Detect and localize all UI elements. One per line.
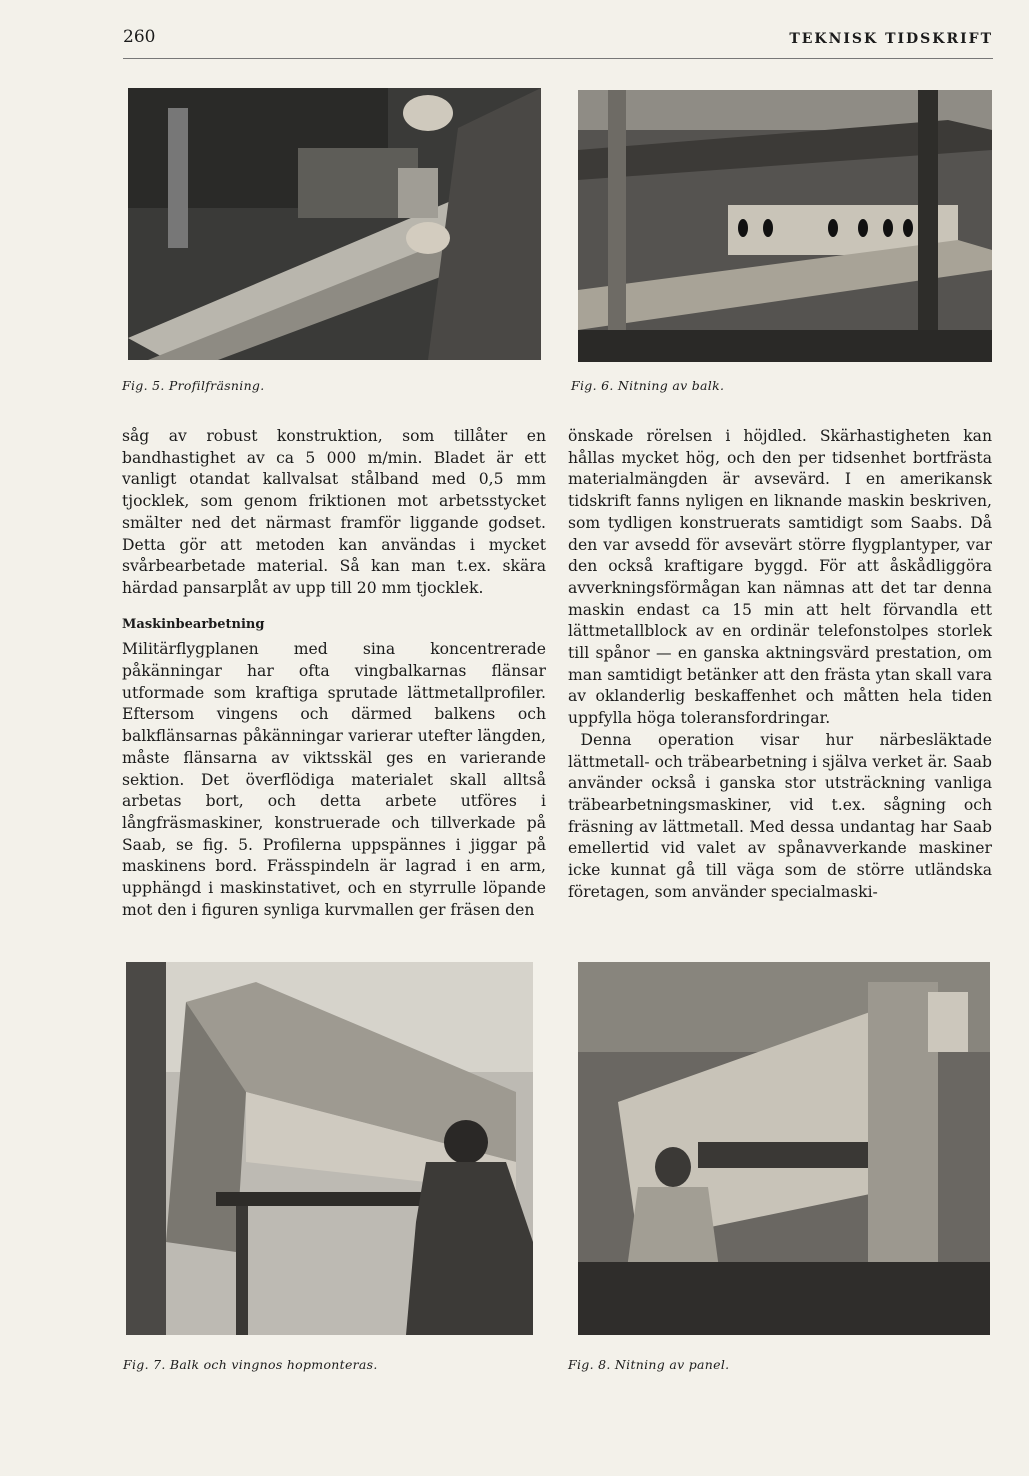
fig7-photo bbox=[126, 962, 533, 1335]
section-heading: Maskinbearbetning bbox=[122, 616, 265, 632]
left-para-1: såg av robust konstruktion, som tillåter en bandhastighet av ca 5 000 m/min. Bladet är ett vanligt otandat kallvalsat stålband med 0,5 mm tjocklek, som genom friktionen mot arbetsstycket smälter ned det närmast framför liggande godset. Detta gör att metoden kan användas i mycket svårbearbetade material. Så kan man t.ex. skära härdad pansarplåt av upp till 20 mm tjocklek. bbox=[122, 427, 546, 597]
fig7-caption: Fig. 7. Balk och vingnos hopmonteras. bbox=[123, 1357, 378, 1372]
fig5-caption: Fig. 5. Profilfräsning. bbox=[122, 378, 265, 393]
fig6-caption: Fig. 6. Nitning av balk. bbox=[571, 378, 725, 393]
fig8-photo bbox=[578, 962, 990, 1335]
right-column bbox=[568, 426, 992, 903]
fig5-photo bbox=[128, 88, 541, 360]
left-para-2: Militärflygplanen med sina koncentrerade påkänningar har ofta vingbalkarnas flänsar utformade som kraftiga sprutade lättmetallprofiler. Eftersom vingens och därmed balkens och balkflänsarnas påkänningar varierar utefter längden, måste flänsarna av viktsskäl ges en varierande sektion. Det överflödiga materialet skall alltså arbetas bort, och detta arbete utföres i långfräsmaskiner, konstruerade och tillverkade på Saab, se fig. 5. Profilerna uppspännes i jiggar på maskinens bord. Frässpindeln är lagrad i en arm, upphängd i maskinstativet, och en styrrulle löpande mot den i figuren synliga kurvmallen ger fräsen den bbox=[122, 640, 546, 919]
page-number: 260 bbox=[123, 27, 156, 47]
fig8-caption: Fig. 8. Nitning av panel. bbox=[568, 1357, 730, 1372]
journal-title: TEKNISK TIDSKRIFT bbox=[789, 31, 993, 47]
header-rule bbox=[123, 58, 993, 59]
fig6-photo bbox=[578, 90, 992, 362]
left-column bbox=[122, 426, 546, 921]
right-para-1: önskade rörelsen i höjdled. Skärhastigheten kan hållas mycket hög, och den per tidsenhet bortfrästa materialmängden är avsevärd. I en amerikansk tidskrift fanns nyligen en liknande maskin beskriven, som tydligen konstruerats samtidigt som Saabs. Då den var avsedd för avsevärt större flygplantyper, var den också kraftigare byggd. För att åskådliggöra avverkningsförmågan kan nämnas att det tar denna maskin endast ca 15 min att helt förvandla ett lättmetallblock av en ordinär telefonstolpes storlek till spånor — en ganska aktningsvärd prestation, om man samtidigt betänker att den frästa ytan skall vara av oklanderlig beskaffenhet och måtten hela tiden uppfylla höga toleransfordringar. bbox=[568, 427, 992, 728]
right-para-2: Denna operation visar hur närbesläktade lättmetall- och träbearbetning i själva verket är. Saab använder också i ganska stor utsträckning vanliga träbearbetningsmaskiner, vid t.ex. sågning och fräsning av lättmetall. Med dessa undantag har Saab emellertid vid valet av spånavverkande maskiner icke kunnat gå till väga som de större utländska företagen, som använder specialmaski- bbox=[568, 730, 992, 901]
